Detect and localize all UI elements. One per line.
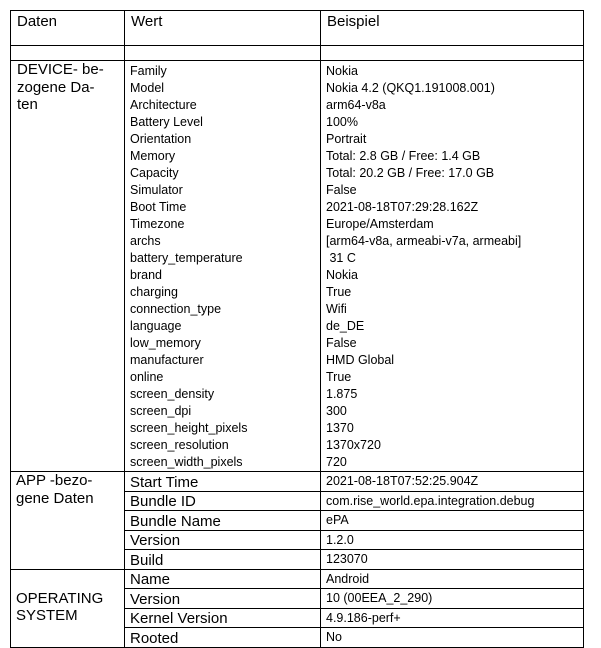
device-category (11, 61, 125, 472)
header-row (11, 11, 584, 46)
os-value: Android (321, 569, 584, 589)
device-value: False (326, 336, 357, 350)
os-value: 4.9.186-perf+ (321, 608, 584, 628)
device-value: 1370 (326, 421, 354, 435)
device-key: Simulator (130, 183, 183, 197)
os-row (11, 569, 584, 589)
app-key: Bundle ID (125, 491, 321, 511)
app-value: 1.2.0 (321, 530, 584, 550)
device-value: 2021-08-18T07:29:28.162Z (326, 200, 479, 214)
device-key: screen_height_pixels (130, 421, 248, 435)
device-key: Family (130, 64, 167, 78)
os-key: Name (125, 569, 321, 589)
device-key: Battery Level (130, 115, 203, 129)
device-key: Capacity (130, 166, 179, 180)
device-value: [arm64-v8a, armeabi-v7a, armeabi] (326, 234, 522, 248)
header-beispiel: Beispiel (321, 11, 584, 46)
app-row (11, 472, 584, 492)
app-key: Start Time (125, 472, 321, 492)
device-key: screen_dpi (130, 404, 192, 418)
device-value: False (326, 183, 357, 197)
os-key: Rooted (125, 628, 321, 648)
app-value: 123070 (321, 550, 584, 570)
device-value: Portrait (326, 132, 367, 146)
device-value: Nokia (326, 64, 358, 78)
device-value: arm64-v8a (326, 98, 386, 112)
spacer-row (11, 46, 584, 61)
device-value: de_DE (326, 319, 365, 333)
device-key: screen_width_pixels (130, 455, 243, 469)
app-key: Build (125, 550, 321, 570)
app-value: 2021-08-18T07:52:25.904Z (321, 472, 584, 492)
device-key: Orientation (130, 132, 192, 146)
device-key: Timezone (130, 217, 185, 231)
os-category-line: SYSTEM (16, 607, 78, 624)
data-table (10, 10, 584, 648)
app-category (11, 472, 125, 570)
device-value: 31 C (326, 251, 356, 265)
device-value: 100% (326, 115, 358, 129)
device-key: language (130, 319, 182, 333)
header-daten: Daten (11, 11, 125, 46)
os-value: No (321, 628, 584, 648)
device-value: 720 (326, 455, 347, 469)
device-value: HMD Global (326, 353, 395, 367)
device-key: Memory (130, 149, 176, 163)
device-key: brand (130, 268, 162, 282)
os-key: Kernel Version (125, 608, 321, 628)
device-key: archs (130, 234, 161, 248)
device-key: Boot Time (130, 200, 187, 214)
device-value: Wifi (326, 302, 347, 316)
device-key: screen_density (130, 387, 215, 401)
device-key: connection_type (130, 302, 222, 316)
device-value: 1.875 (326, 387, 358, 401)
device-values (321, 61, 584, 472)
os-category (11, 569, 125, 647)
app-value: com.rise_world.epa.integration.debug (321, 491, 584, 511)
device-value: True (326, 370, 352, 384)
header-wert: Wert (125, 11, 321, 46)
device-keys (125, 61, 321, 472)
device-category-line: zogene Da- (17, 78, 95, 96)
device-key: manufacturer (130, 353, 204, 367)
device-key: screen_resolution (130, 438, 229, 452)
os-value: 10 (00EEA_2_290) (321, 589, 584, 609)
device-value: Total: 20.2 GB / Free: 17.0 GB (326, 166, 495, 180)
device-value: 300 (326, 404, 347, 418)
device-category-line: DEVICE- be- (17, 61, 104, 78)
os-key: Version (125, 589, 321, 609)
os-category-line: OPERATING (16, 589, 104, 607)
device-value: Europe/Amsterdam (326, 217, 434, 231)
device-key: online (130, 370, 164, 384)
device-value: Nokia 4.2 (QKQ1.191008.001) (326, 81, 495, 95)
device-category-line: ten (17, 96, 38, 113)
app-key: Bundle Name (125, 511, 321, 531)
app-category-line: gene Daten (16, 489, 94, 507)
device-value: True (326, 285, 352, 299)
device-section (11, 61, 584, 472)
device-value: Total: 2.8 GB / Free: 1.4 GB (326, 149, 481, 163)
app-category-line: APP -bezo- (16, 472, 93, 489)
device-key: Model (130, 81, 165, 95)
device-value: Nokia (326, 268, 358, 282)
device-key: charging (130, 285, 178, 299)
device-key: battery_temperature (130, 251, 243, 265)
device-value: 1370x720 (326, 438, 381, 452)
app-value: ePA (321, 511, 584, 531)
app-key: Version (125, 530, 321, 550)
device-key: low_memory (130, 336, 201, 350)
device-key: Architecture (130, 98, 197, 112)
